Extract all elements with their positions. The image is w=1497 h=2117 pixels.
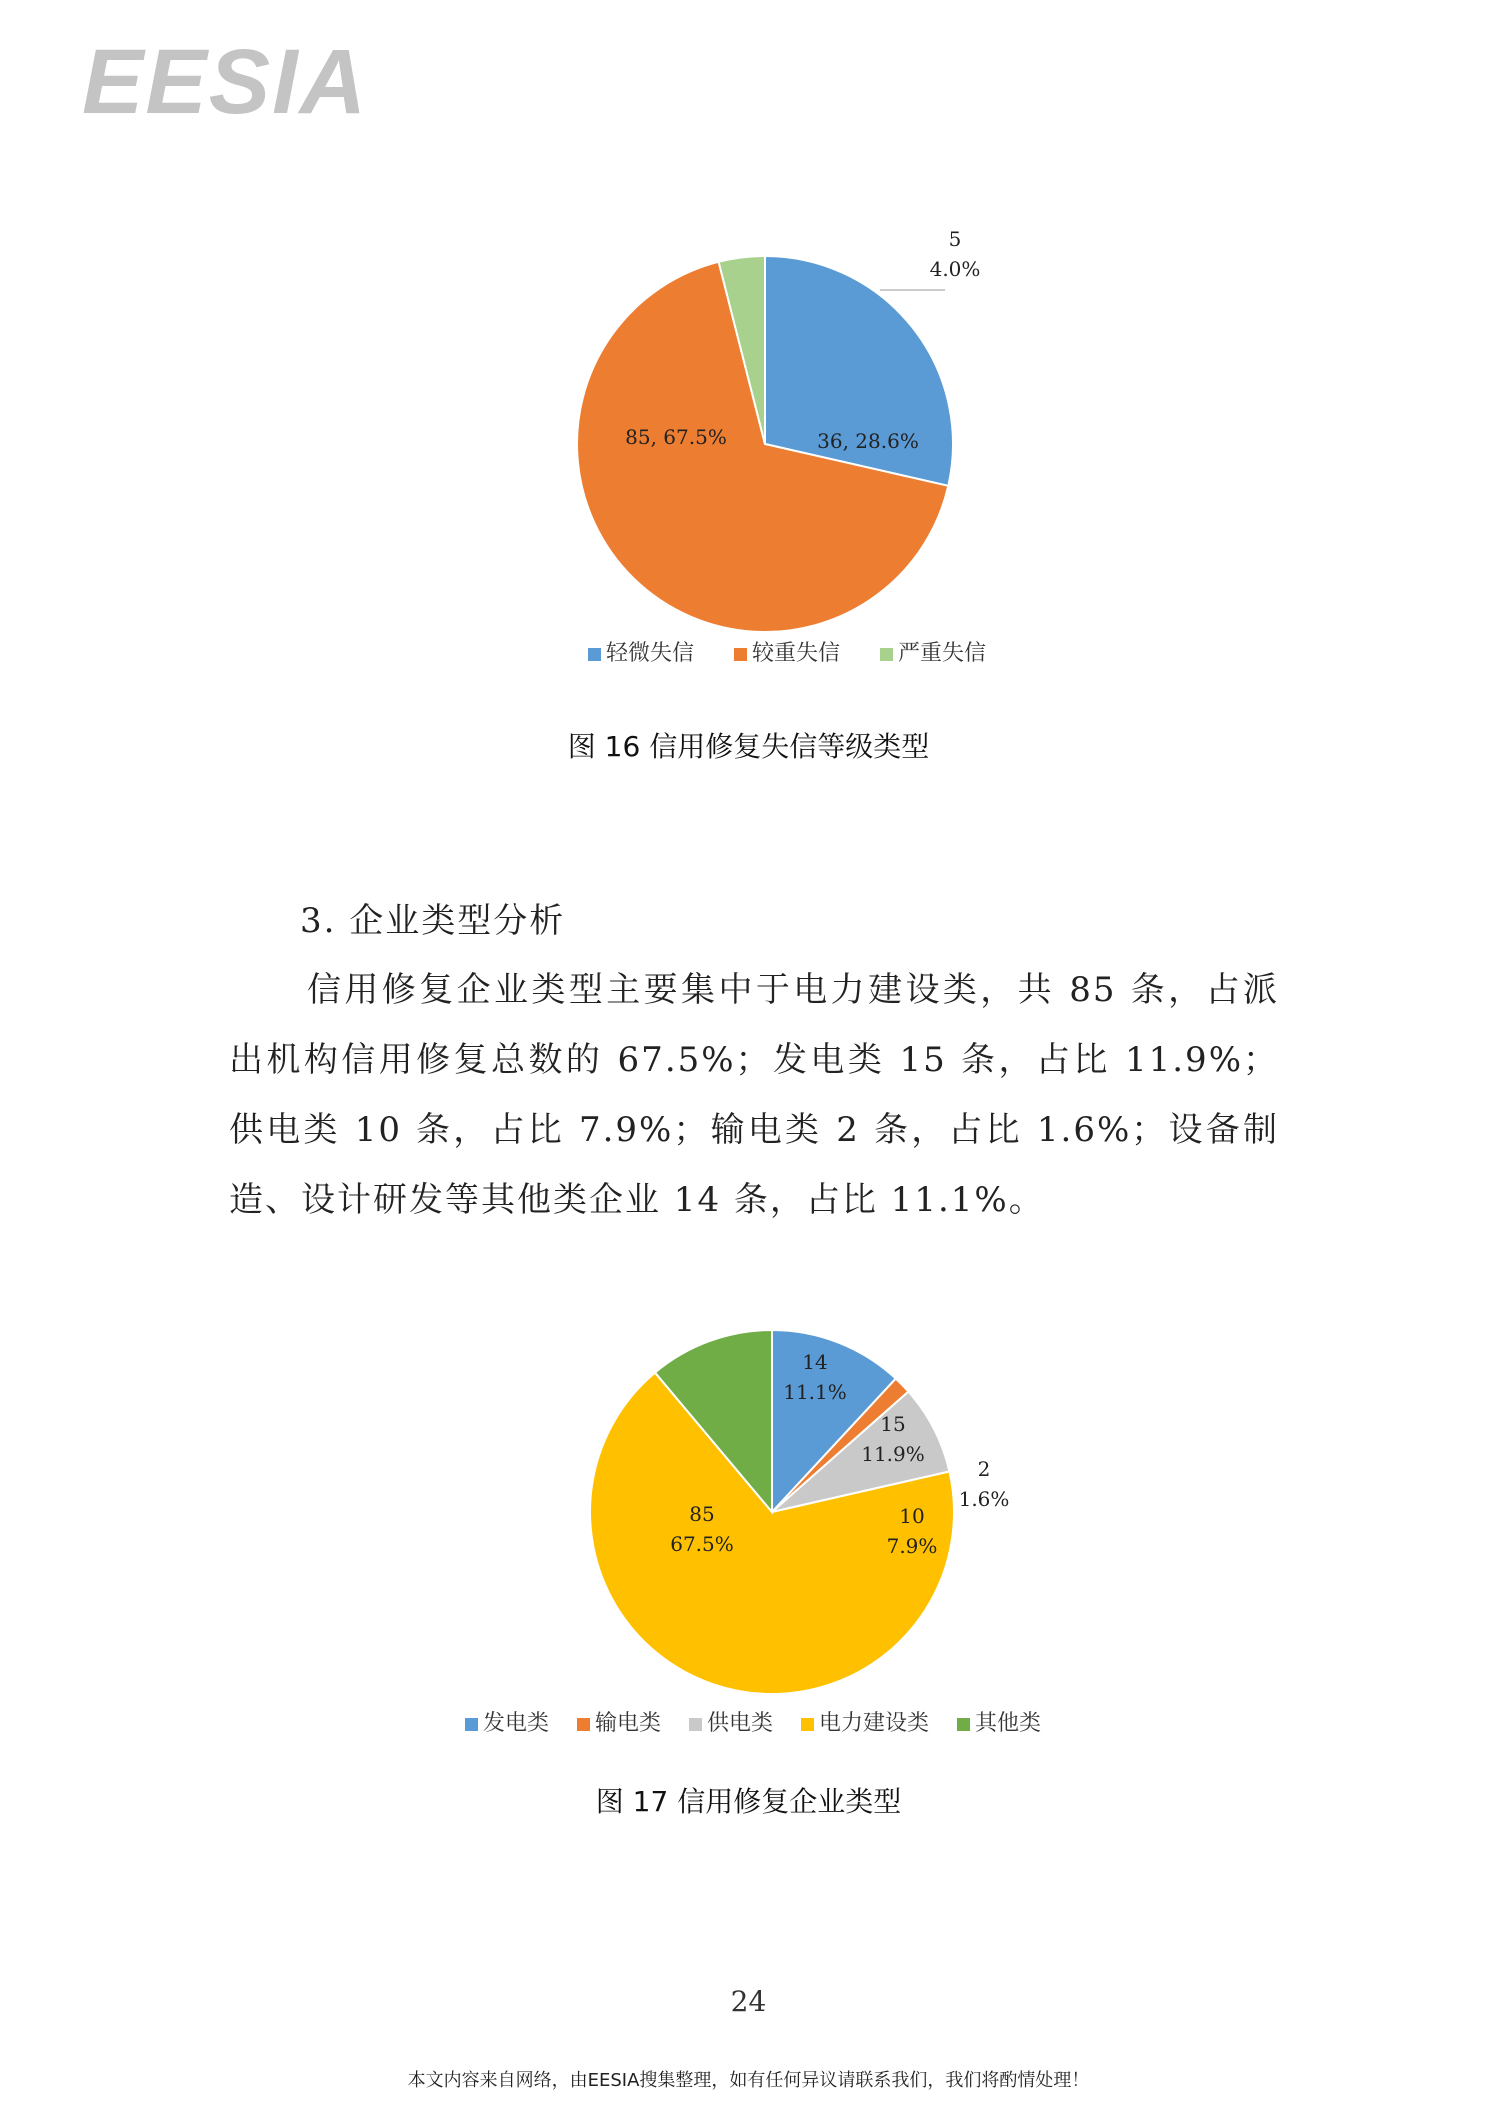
data-label-1: 36, 28.6% <box>817 429 919 453</box>
pie-chart-enterprise-type <box>0 1290 1497 1750</box>
svg-text:供电类: 供电类 <box>707 1711 774 1736</box>
figure-16-caption: 图 16 信用修复失信等级类型 <box>567 730 930 763</box>
legend-item-3 <box>689 1711 773 1736</box>
legend-item-1 <box>588 641 694 666</box>
legend-item-5 <box>957 1711 1041 1736</box>
data-label-3: 5 4.0% <box>929 227 981 281</box>
svg-text:较重失信: 较重失信 <box>752 641 841 666</box>
data-label-3: 10 7.9% <box>886 1504 938 1558</box>
svg-text:电力建设类: 电力建设类 <box>819 1711 930 1736</box>
pie-chart-credit-level <box>0 220 1497 920</box>
svg-text:严重失信: 严重失信 <box>898 641 987 666</box>
svg-text:发电类: 发电类 <box>483 1711 550 1736</box>
data-label-5: 14 11.1% <box>783 1350 847 1404</box>
data-label-2: 2 1.6% <box>958 1457 1010 1511</box>
svg-text:轻微失信: 轻微失信 <box>606 641 695 666</box>
legend-item-3 <box>880 641 986 666</box>
figure-17-caption: 图 17 信用修复企业类型 <box>595 1785 902 1818</box>
legend-item-2 <box>577 1711 661 1736</box>
legend-item-2 <box>734 641 840 666</box>
page-number: 24 <box>730 1985 767 2018</box>
footer-notice: 本文内容来自网络，由EESIA搜集整理，如有任何异议请联系我们，我们将酌情处理！ <box>407 2070 1090 2091</box>
data-label-4: 85 67.5% <box>670 1502 734 1556</box>
svg-text:输电类: 输电类 <box>595 1711 662 1736</box>
svg-text:其他类: 其他类 <box>975 1711 1042 1736</box>
legend-item-1 <box>465 1711 549 1736</box>
section-paragraph: 信用修复企业类型主要集中于电力建设类，共 85 条，占派出机构信用修复总数的 67.5%；发电类 15 条，占比 11.9%；供电类 10 条，占比 7.9%；输电类 2 条，占比 1.6%；设备制造、设计研发等其他类企业 14 条，占比 11.1%。 <box>229 970 1279 1220</box>
eesia-logo: EESIA <box>82 31 369 133</box>
data-label-1: 15 11.9% <box>861 1412 925 1466</box>
section-heading: 3. 企业类型分析 <box>300 901 566 941</box>
legend-item-4 <box>801 1711 929 1736</box>
data-label-2: 85, 67.5% <box>625 425 727 449</box>
